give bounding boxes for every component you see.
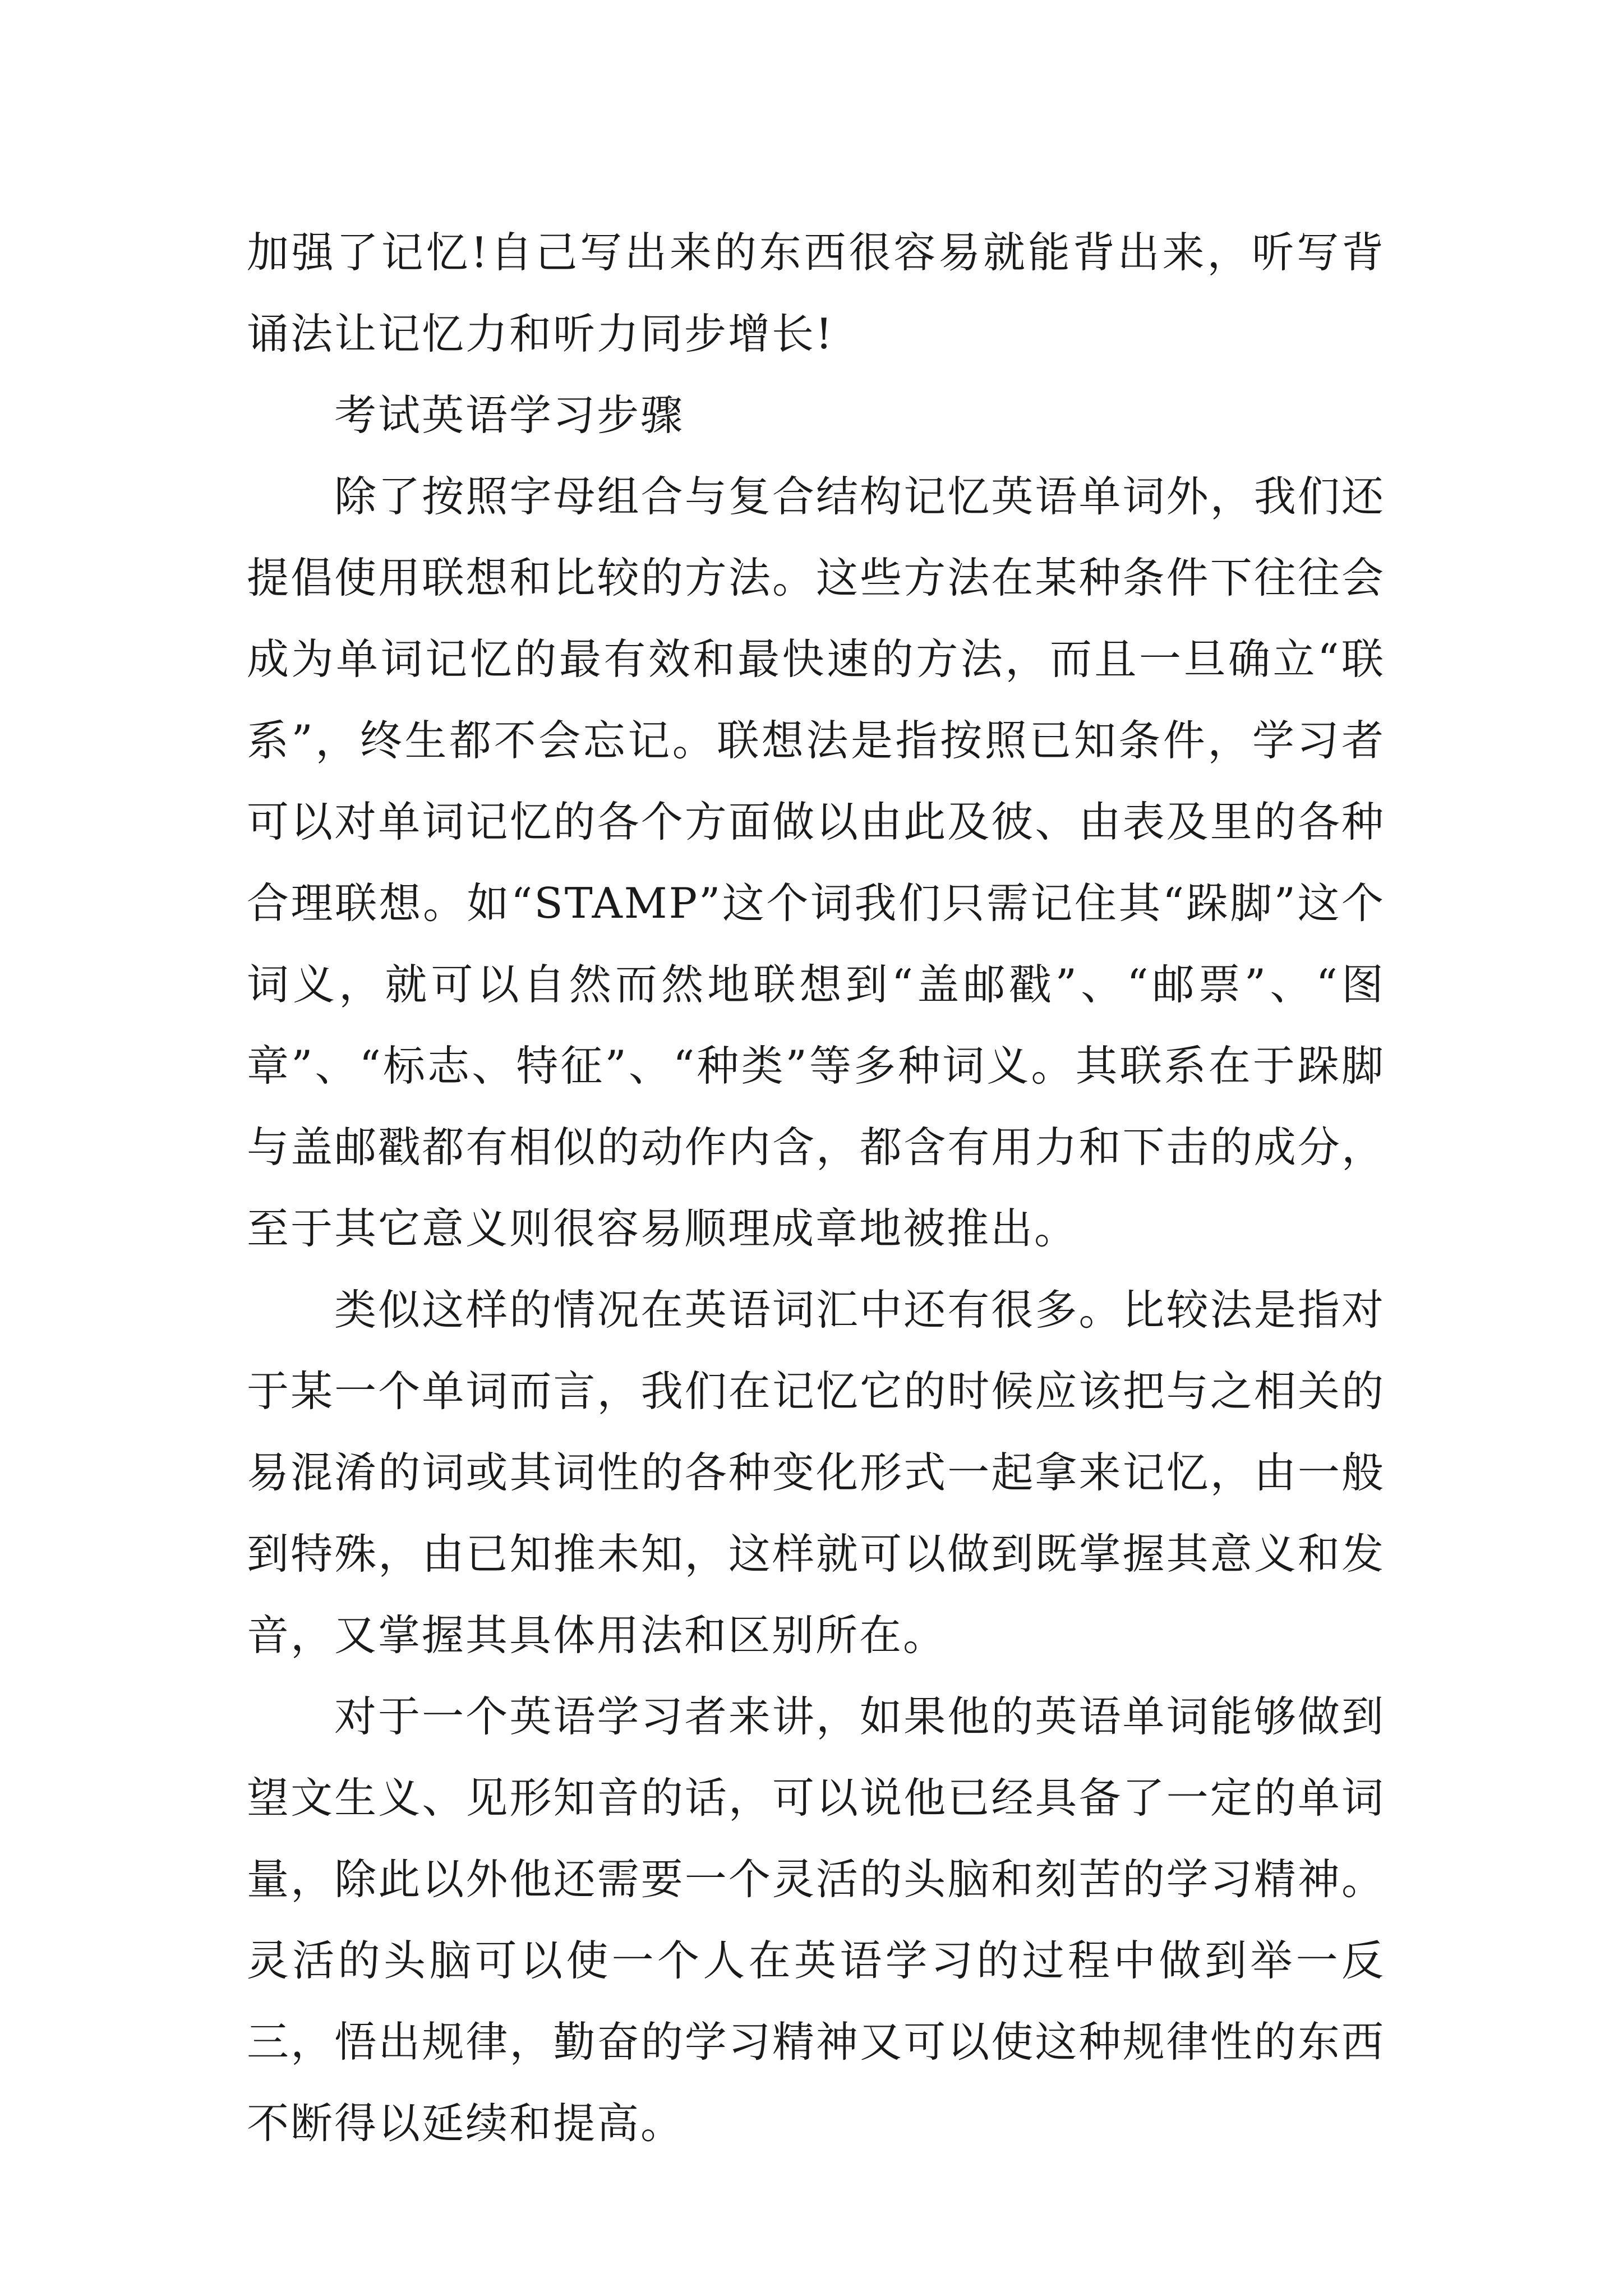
paragraph-memory-continuation: 加强了记忆!自己写出来的东西很容易就能背出来，听写背诵法让记忆力和听力同步增长! <box>247 228 1385 358</box>
paragraph-comparison-method: 类似这样的情况在英语词汇中还有很多。比较法是指对于某一个单词而言，我们在记忆它的时候应该把与之相关的易混淆的词或其词性的各种变化形式一起拿来记忆，由一般到特殊，由已知推未知，这样就可以做到既掌握其意义和发音，又掌握其具体用法和区别所在。 <box>247 1285 1385 1660</box>
section-heading-exam-english-steps: 考试英语学习步骤 <box>334 390 685 440</box>
paragraph-learner-spirit: 对于一个英语学习者来讲，如果他的英语单词能够做到望文生义、见形知音的话，可以说他已经具备了一定的单词量，除此以外他还需要一个灵活的头脑和刻苦的学习精神。灵活的头脑可以使一个人在英语学习的过程中做到举一反三，悟出规律，勤奋的学习精神又可以使这种规律性的东西不断得以延续和提高。 <box>247 1692 1385 2148</box>
paragraph-association-method: 除了按照字母组合与复合结构记忆英语单词外，我们还提倡使用联想和比较的方法。这些方法在某种条件下往往会成为单词记忆的最有效和最快速的方法，而且一旦确立“联系”，终生都不会忘记。联想法是指按照已知条件，学习者可以对单词记忆的各个方面做以由此及彼、由表及里的各种合理联想。如“STAMP”这个词我们只需记住其“跺脚”这个词义，就可以自然而然地联想到“盖邮戳”、“邮票”、“图章”、“标志、特征”、“种类”等多种词义。其联系在于跺脚与盖邮戳都有相似的动作内含，都含有用力和下击的成分，至于其它意义则很容易顺理成章地被推出。 <box>247 472 1385 1253</box>
document-body <box>247 212 1385 2164</box>
